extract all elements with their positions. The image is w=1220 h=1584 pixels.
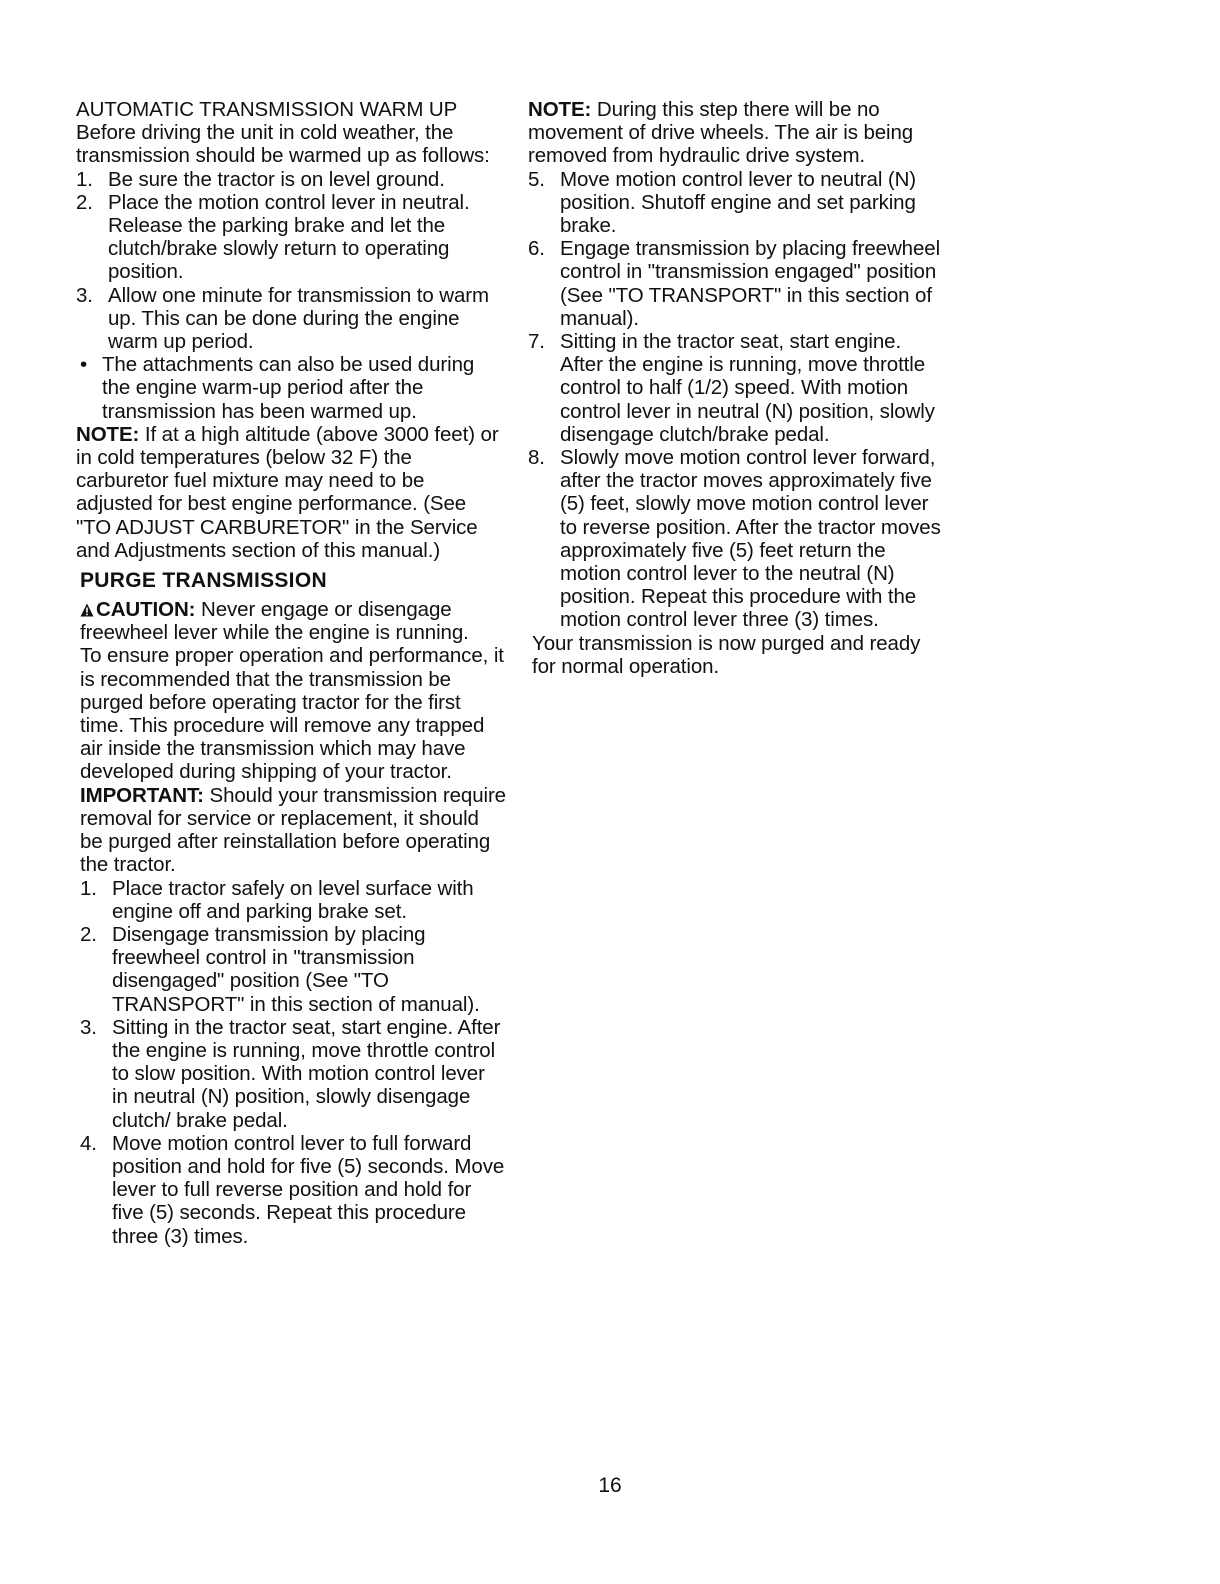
caution-text: Never engage or disengage freewheel lever while the engine is running. (80, 598, 469, 645)
step-text: Be sure the tractor is on level ground. (108, 167, 445, 191)
list-item (528, 168, 946, 238)
list-item (528, 237, 946, 330)
step-text: Move motion control lever to neutral (N) position. Shutoff engine and set parking brake. (560, 167, 917, 238)
step-text: Disengage transmission by placing freewheel control in "transmission disengaged" position (See "TO TRANSPORT" in this section of manual). (112, 922, 480, 1016)
step-number: 3. (76, 283, 93, 307)
purge-heading: PURGE TRANSMISSION (80, 569, 327, 593)
step-text: Engage transmission by placing freewheel control in "transmission engaged" position (See "TO TRANSPORT" in this section of manual). (560, 237, 941, 330)
note-label: NOTE: (76, 422, 140, 446)
warm-up-note (76, 423, 506, 562)
step-number: 2. (76, 190, 93, 214)
step-number: 1. (76, 167, 93, 191)
list-item (528, 446, 946, 632)
note-label: NOTE: (528, 98, 592, 121)
bullet-text: The attachments can also be used during the engine warm-up period after the transmission has been warmed up. (102, 353, 475, 423)
list-item (76, 168, 506, 191)
note-text: If at a high altitude (above 3000 feet) or in cold temperatures (below 32 F) the carburetor fuel mixture may need to be adjusted for best engine performance. (See "TO ADJUST CARBURETOR" in the Service and Adjustments section of this manual.) (76, 422, 499, 562)
list-item (76, 284, 506, 354)
important-paragraph (76, 784, 506, 877)
step-number: 7. (528, 330, 545, 354)
warm-up-intro: Before driving the unit in cold weather, the transmission should be warmed up as follows: (76, 121, 490, 168)
warm-up-bullets (76, 353, 506, 423)
step-number: 3. (80, 1015, 97, 1039)
warm-up-steps (76, 168, 506, 354)
warning-icon (80, 603, 94, 617)
bullet-marker: • (80, 353, 88, 377)
important-label: IMPORTANT: (80, 783, 204, 807)
list-item (76, 353, 506, 423)
step-text: Sitting in the tractor seat, start engine. After the engine is running, move throttle control to slow position. With motion control lever in neutral (N) position, slowly disengage clutch/ brake pedal. (112, 1015, 501, 1132)
step-number: 6. (528, 237, 545, 261)
purge-steps-continued (528, 168, 946, 632)
list-item (80, 877, 506, 923)
list-item (80, 1132, 506, 1248)
step-text: Place tractor safely on level surface with engine off and parking brake set. (112, 876, 474, 923)
purge-closing: Your transmission is now purged and ready for normal operation. (532, 631, 921, 678)
step-text: Sitting in the tractor seat, start engine. After the engine is running, move throttle control to half (1/2) speed. With motion control lever in neutral (N) position, slowly disengage clutch/brake pedal. (560, 330, 935, 446)
step-text: Slowly move motion control lever forward, after the tractor moves approximately five (5) feet, slowly move motion control lever to reverse position. After the tractor moves approximately five (5) feet return the motion control lever to the neutral (N) position. Repeat this procedure with the motion control lever three (3) times. (560, 446, 941, 632)
left-column (76, 98, 506, 1248)
step-number: 2. (80, 922, 97, 946)
warm-up-heading: AUTOMATIC TRANSMISSION WARM UP (76, 98, 458, 121)
step-number: 5. (528, 167, 545, 191)
important-text: Should your transmission require removal for service or replacement, it should be purged after reinstallation before operating the tractor. (80, 783, 506, 877)
list-item (528, 330, 946, 446)
step-number: 4. (80, 1131, 97, 1155)
step-number: 1. (80, 876, 97, 900)
note-text: During this step there will be no movement of drive wheels. The air is being removed from hydraulic drive system. (528, 98, 914, 168)
step-number: 8. (528, 446, 545, 470)
page-number: 16 (598, 1474, 622, 1497)
purge-note (528, 98, 946, 168)
step-text: Place the motion control lever in neutral. Release the parking brake and let the clutch/brake slowly return to operating position. (108, 190, 470, 284)
list-item (76, 191, 506, 284)
list-item (80, 923, 506, 1016)
step-text: Allow one minute for transmission to warm up. This can be done during the engine warm up period. (108, 283, 489, 354)
right-column (528, 98, 946, 678)
step-text: Move motion control lever to full forward position and hold for five (5) seconds. Move lever to full reverse position and hold for five (5) seconds. Repeat this procedure three (3) times. (112, 1131, 505, 1248)
caution-label: CAUTION: (96, 598, 196, 622)
caution-paragraph (76, 598, 506, 644)
purge-intro: To ensure proper operation and performance, it is recommended that the transmission be purged before operating tractor for the first time. This procedure will remove any trapped air inside the transmission which may have developed during shipping of your tractor. (80, 644, 504, 784)
list-item (80, 1016, 506, 1132)
purge-steps (76, 877, 506, 1248)
